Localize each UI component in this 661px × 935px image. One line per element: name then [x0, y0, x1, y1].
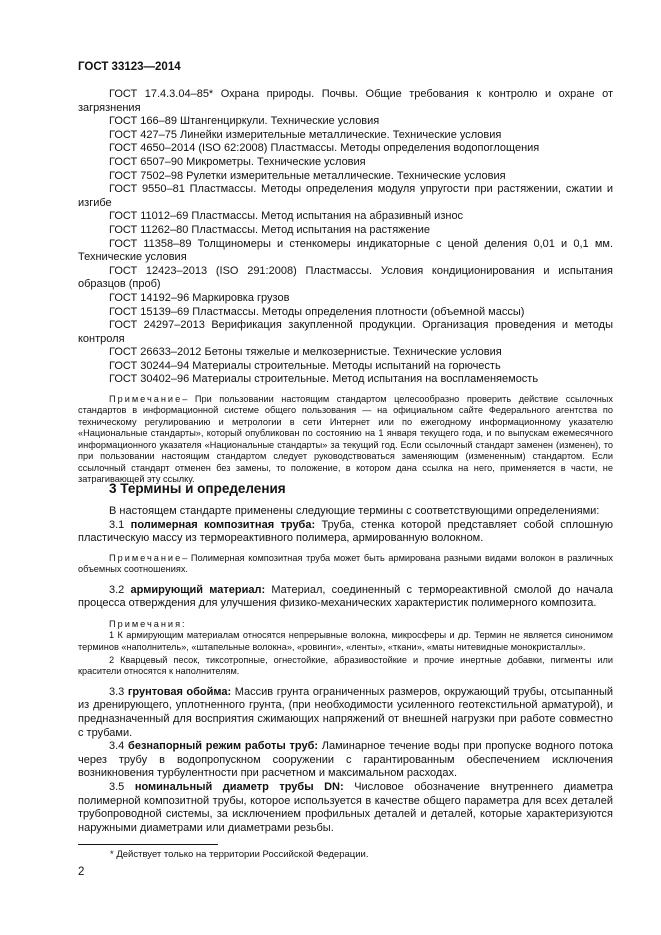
term-3-2-note-1: 1 К армирующим материалам относятся непрерывные волокна, микросферы и др. Термин не является синонимом терминов «наполнитель», «штапельные волокна», «ровинги», «ленты», «ткани», «маты нитевидные монокристаллы».	[78, 630, 613, 652]
note-text: – При пользовании настоящим стандартом целесообразно проверить действие ссылочных стандартов в информационной системе общего пользования — на официальном сайте Федерального агентства по техническому регулированию и метрологии в сети Интернет или по ежегодному информационному указателю «Национальные стандарты», который опубликован по состоянию на 1 января текущего года, и по выпускам ежемесячного информационного указателя «Национальные стандарты» за текущий год. Если ссылочный стандарт заменен (изменен), то при пользовании настоящим стандартом следует руководствоваться заменяющим (измененным) стандартом. Если ссылочный стандарт отменен без замены, то положение, в котором дана ссылка на него, применяется в части, не затрагивающей эту ссылку.	[78, 394, 613, 484]
reference-item: ГОСТ 166–89 Штангенциркули. Технические условия	[109, 115, 380, 128]
term-3-1-note	[78, 553, 613, 576]
term-definition: Числовое обозначение внутреннего диаметра полимерной композитной трубы, которое используется в качестве общего параметра для всех деталей трубопроводной системы, за исключением профильных деталей и деталей, которые характеризуются наружными диаметрами или диаметрами резьбы.	[78, 780, 614, 834]
reference-item: ГОСТ 11262–80 Пластмассы. Метод испытания на растяжение	[109, 223, 430, 236]
term-3-3	[78, 686, 613, 740]
reference-item: ГОСТ 9550–81 Пластмассы. Методы определения модуля упругости при растяжении, сжатии и изгибе	[78, 183, 613, 209]
reference-item: ГОСТ 11012–69 Пластмассы. Метод испытания на абразивный износ	[109, 210, 464, 223]
reference-item: ГОСТ 17.4.3.04–85* Охрана природы. Почвы. Общие требования к контролю и охране от загрязнения	[78, 88, 613, 114]
note-label: Примечание	[109, 552, 183, 563]
reference-item: ГОСТ 15139–69 Пластмассы. Методы определения плотности (объемной массы)	[109, 305, 525, 318]
term-3-5	[78, 781, 613, 835]
reference-item: ГОСТ 6507–90 Микрометры. Технические условия	[109, 155, 366, 168]
reference-item: ГОСТ 427–75 Линейки измерительные металлические. Технические условия	[109, 128, 502, 141]
reference-item: ГОСТ 14192–96 Маркировка грузов	[109, 291, 290, 304]
term-number: 3.4	[109, 740, 125, 753]
footnote-divider	[78, 844, 218, 845]
term-definition: Материал, соединенный с термореактивной смолой до начала процесса отверждения для улучшения физико-механических характеристик полимерного композита.	[78, 583, 614, 610]
reference-item: ГОСТ 11358–89 Толщиномеры и стенкомеры индикаторные с ценой деления 0,01 и 0,1 мм. Технические условия	[78, 237, 613, 264]
term-3-2	[78, 584, 613, 611]
term-3-4	[78, 740, 613, 781]
term-name: номинальный диаметр трубы DN:	[134, 780, 344, 793]
reference-item: ГОСТ 30402–96 Материалы строительные. Метод испытания на воспламеняемость	[109, 373, 539, 386]
note-label: Примечание	[109, 394, 183, 405]
term-number: 3.3	[109, 685, 125, 698]
section-intro: В настоящем стандарте применены следующие термины с соответствующими определениями:	[109, 505, 600, 517]
term-name: полимерная композитная труба:	[130, 518, 316, 531]
reference-item: ГОСТ 4650–2014 (ISO 62:2008) Пластмассы. Методы определения водопоглощения	[109, 142, 540, 155]
term-definition: Массив грунта ограниченных размеров, окружающий трубы, отсыпанный из дренирующего, уплотненного грунта, (при необходимости усиленного геотекстильной арматурой), и предназначенный для восприятия сжимающих напряжений от внешней нагрузки при работе совместно с трубами.	[78, 685, 613, 739]
notes-label: Примечания:	[109, 618, 187, 629]
term-number: 3.5	[109, 780, 125, 793]
term-definition: Труба, стенка которой представляет собой сплошную пластическую массу из термореактивного полимера, армированную волокном.	[78, 518, 614, 545]
term-3-2-notes-label	[78, 619, 613, 630]
reference-item: ГОСТ 24297–2013 Верификация закупленной продукции. Организация проведения и методы контроля	[78, 319, 613, 345]
term-definition: Ламинарное течение воды при пропуске водного потока через трубу в водопропускном сооружении с гарантированным обеспечением исключения возникновения турбулентности при расчетном и максимальном расходах.	[78, 740, 613, 780]
document-header: ГОСТ 33123—2014	[78, 61, 181, 73]
term-name: армирующий материал:	[130, 583, 266, 596]
note-text: – Полимерная композитная труба может быть армирована разными видами волокон в различных объемных соотношениях.	[78, 552, 613, 575]
reference-item: ГОСТ 7502–98 Рулетки измерительные металлические. Технические условия	[109, 169, 506, 182]
term-3-1	[78, 519, 613, 546]
term-3-2-note-2: 2 Кварцевый песок, тиксотропные, огнестойкие, абразивостойкие и прочие инертные добавки, пигменты или красители относятся к наполнителям.	[78, 655, 613, 677]
reference-item: ГОСТ 30244–94 Материалы строительные. Методы испытаний на горючесть	[109, 359, 501, 372]
section-terms	[78, 481, 613, 835]
reference-item: ГОСТ 12423–2013 (ISO 291:2008) Пластмассы. Условия кондиционирования и испытания образцов (проб)	[78, 264, 613, 291]
term-name: безнапорный режим работы труб:	[128, 740, 319, 753]
reference-item: ГОСТ 26633–2012 Бетоны тяжелые и мелкозернистые. Технические условия	[109, 346, 502, 359]
term-name: грунтовая обойма:	[127, 685, 232, 698]
term-number: 3.2	[109, 583, 125, 596]
footnote: * Действует только на территории Российской Федерации.	[110, 849, 369, 860]
references-note	[78, 394, 613, 485]
page-number: 2	[78, 866, 85, 878]
term-number: 3.1	[109, 518, 125, 531]
section-title: 3 Термины и определения	[109, 481, 286, 496]
normative-references-list	[78, 88, 613, 485]
